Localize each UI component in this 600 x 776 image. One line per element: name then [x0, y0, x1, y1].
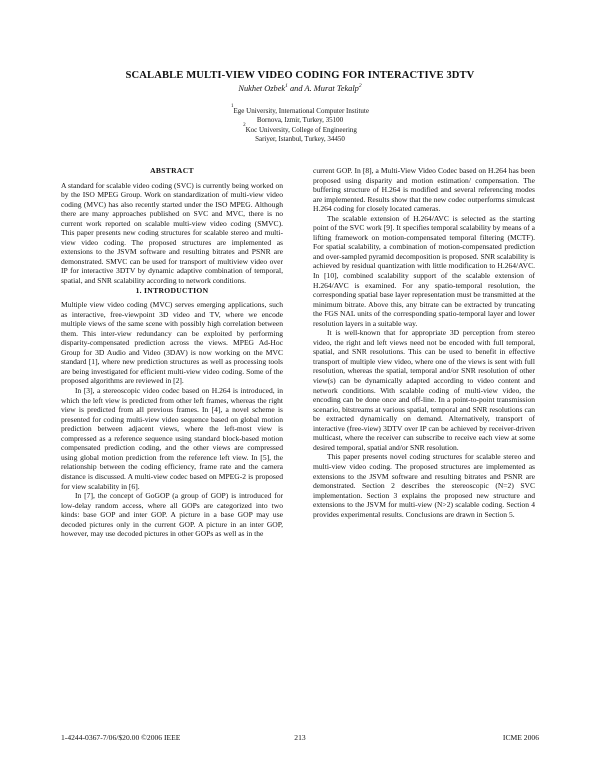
paper-title: SCALABLE MULTI-VIEW VIDEO CODING FOR INTERACTIVE 3DTV — [125, 70, 475, 81]
affiliation-2-institution: Koc University, College of Engineering — [245, 125, 357, 134]
footer-copyright: 1-4244-0367-7/06/$20.00 ©2006 IEEE — [61, 733, 181, 742]
intro-paragraph-1: Multiple view video coding (MVC) serves emerging applications, such as interactive, free-viewpoint 3D video and TV, where we encode multiple views of the same scene with possibly high correlation between them. This inter-view redundancy can be exploited by performing disparity-compensated prediction across the views. MPEG Ad-Hoc Group for 3D Audio and Video (3DAV) is now working on the MVC standard [1], where new prediction structures as well as processing tools are being investigated for efficient multi-view video coding. Some of the proposed algorithms are reviewed in [2]. — [61, 300, 283, 386]
left-column — [61, 166, 283, 539]
intro-paragraph-3-continued: current GOP. In [8], a Multi-View Video Codec based on H.264 has been proposed using disparity and motion estimation/ compensation. The buffering structure of H.264 is modified and several referencing modes are implemented. Results show that the new codec outperforms simulcast H.264 coding for closely located cameras. — [313, 166, 535, 214]
affiliation-1-address: Bornova, Izmir, Turkey, 35100 — [256, 116, 344, 125]
intro-paragraph-4: The scalable extension of H.264/AVC is selected as the starting point of the SVC work [9]. It specifies temporal scalability by means of a lifting framework on motion-compensated temporal filtering (MCTF). For spatial scalability, a combination of motion-compensated prediction and over-sampled pyramid decomposition is proposed. SNR scalability is achieved by residual quantization with little modification to H.264/AVC. In [10], combined scalability support of the scalable extension of H.264/AVC is examined. For any spatio-temporal resolution, the corresponding spatial base layer representation must be transmitted at the minimum bitrate. Above this, any bitrate can be extracted by truncating the FGS NAL units of the corresponding spatio-temporal layer and lower resolution layers in a suitable way. — [313, 213, 535, 328]
abstract-heading: ABSTRACT — [150, 166, 194, 175]
affiliation-2-address: Sariyer, Istanbul, Turkey, 34450 — [255, 134, 345, 143]
author-2-affiliation-mark: 2 — [358, 83, 362, 89]
affiliation-2-mark: 2 — [243, 122, 246, 128]
affiliations — [0, 104, 600, 144]
author-1-affiliation-mark: 1 — [285, 83, 288, 89]
affiliation-1-mark: 1 — [231, 104, 234, 109]
affiliation-2 — [0, 122, 600, 135]
abstract-body: A standard for scalable video coding (SVC) is currently being worked on by the ISO MPEG Group. Work on standardization of multi-view video coding (MVC) has also recently started under the ISO MPEG. Although there are many approaches published on SVC and MVC, there is no current work reported on scalable multi-view video coding (SMVC). This paper presents new coding structures for scalable stereo and multi-view video coding. The proposed structures are implemented as extensions to the JSVM software and resulting bitrates and PSNR are demonstrated. SMVC can be used for transport of multiview video over IP for interactive 3DTV by dynamic adaptive combination of temporal, spatial, and SNR scalability according to network conditions. — [61, 180, 283, 286]
author-1-name: Nukhet Ozbek — [238, 83, 286, 93]
intro-paragraph-2: In [3], a stereoscopic video codec based on H.264 is introduced, in which the left view is predicted from other left frames, whereas the right view is predicted from all previous frames. In [4], a novel scheme is presented for coding multi-view video sequence based on global motion prediction between adjacent views, where the left-most view is compressed as a reference sequence using standard block-based motion compensated prediction coding, and the other views are compressed using global motion prediction from the reference left view. In [5], the relationship between the coding efficiency, frame rate and the camera distance is discussed. A multi-view codec based on MPEG-2 is proposed for view scalability in [6]. — [61, 386, 283, 491]
introduction-heading: 1. INTRODUCTION — [135, 285, 209, 295]
intro-paragraph-5: It is well-known that for appropriate 3D perception from stereo video, the right and left views need not be encoded with full temporal, spatial, and SNR resolutions. This can be used to benefit in effective transport of multiple view video, where one of the views is sent with full resolution, whereas the spatial, temporal and/or SNR resolution of other view(s) can be dynamically adapted according to video content and network conditions. With scalable coding of multi-view video, the encoding can be done once and off-line. In a point-to-point transmission scenario, bitstreams at various spatial, temporal and SNR resolutions can be extracted dynamically on demand. Alternatively, transport of interactive (free-view) 3DTV over IP can be achieved by receiver-driven multicast, where the receiver can subscribe to receive each view at some desired temporal, spatial and/or SNR resolution. — [313, 328, 535, 452]
affiliation-1 — [0, 104, 600, 116]
intro-paragraph-3: In [7], the concept of GoGOP (a group of GOP) is introduced for low-delay random access, where all GOPs are categorized into two kinds: base GOP and inter GOP. A picture in a base GOP may use decoded pictures only in the current GOP. A picture in an inter GOP, however, may use decoded pictures in other GOPs as well as in the — [61, 491, 283, 539]
footer-conference: ICME 2006 — [502, 733, 539, 742]
affiliation-1-institution: Ege University, International Computer Institute — [233, 107, 369, 115]
footer-page-number: 213 — [294, 733, 306, 742]
author-2-name: A. Murat Tekalp — [304, 83, 359, 93]
right-column — [313, 166, 535, 519]
author-line — [0, 83, 600, 93]
intro-paragraph-6: This paper presents novel coding structures for scalable stereo and multi-view video coding. The proposed structures are implemented as extensions to the JSVM software and resulting bitrates and PSNR are demonstrated. Section 2 describes the stereoscopic (N=2) SVC implementation. Section 3 explains the proposed new structure and extensions to the JSVM for multi-view (N>2) scalable coding. Section 4 provides experimental results. Conclusions are drawn in Section 5. — [313, 452, 535, 519]
author-conjunction: and — [287, 83, 305, 93]
